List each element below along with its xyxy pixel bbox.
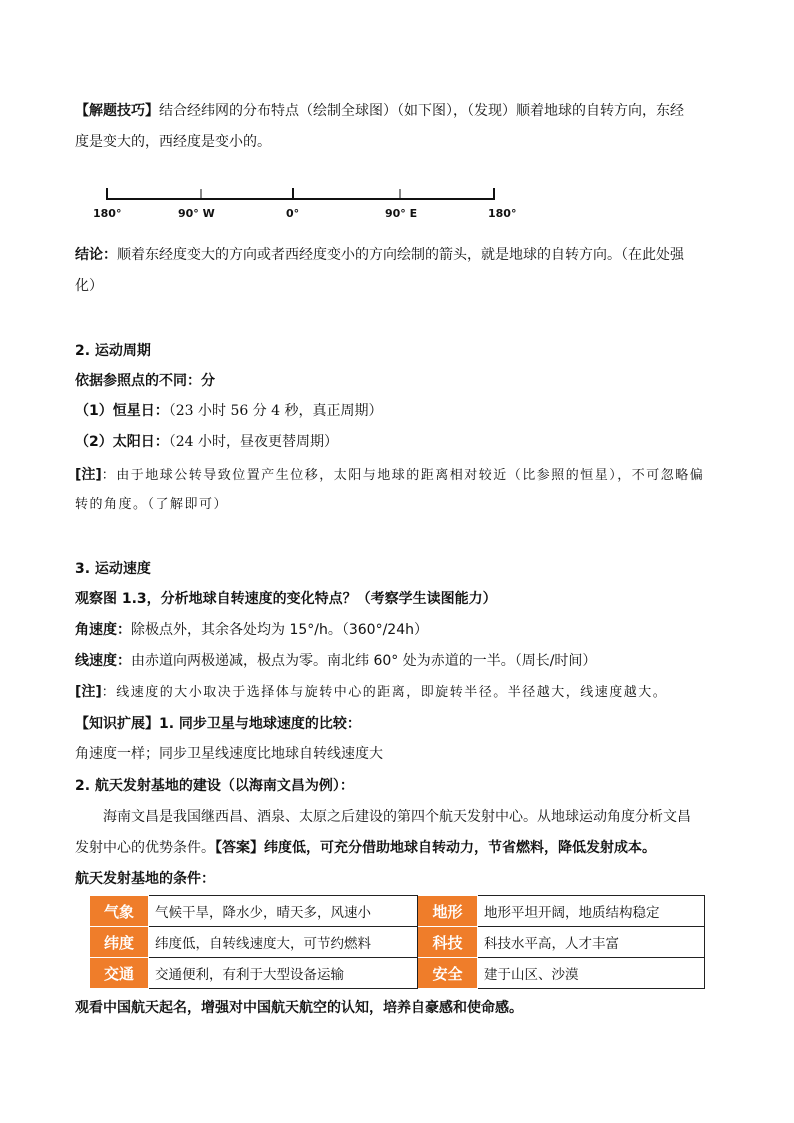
speed-note-tag: [注] — [75, 684, 102, 700]
launch-conditions-table — [89, 895, 705, 989]
speed-observe: 观察图 1.3，分析地球自转速度的变化特点？（考察学生读图能力） — [75, 591, 497, 607]
wenchang-para-line-2-text: 发射中心的优势条件。 — [75, 840, 215, 856]
table-value: 交通便利，有利于大型设备运输 — [149, 958, 418, 989]
linear-text: 由赤道向两极递减，极点为零。南北纬 60° 处为赤道的一半。（周长/时间） — [131, 653, 597, 669]
period-note-line-2: 转的角度。（了解即可） — [75, 497, 229, 512]
tips-line-1 — [75, 101, 684, 121]
sidereal-day — [75, 401, 383, 421]
table-value: 纬度低，自转线速度大，可节约燃料 — [149, 927, 418, 958]
period-note-line-1 — [75, 465, 704, 486]
sidereal-label: （1）恒星日： — [75, 403, 169, 419]
table-key-terrain: 地形 — [418, 896, 478, 927]
conditions-title: 航天发射基地的条件： — [75, 871, 215, 887]
conclusion-tag: 结论： — [75, 247, 117, 263]
angular-label: 角速度： — [75, 622, 131, 638]
speed-note-text: ：线速度的大小取决于选择体与旋转中心的距离，即旋转半径。半径越大，线速度越大。 — [101, 685, 668, 700]
extension-tag: 【知识扩展】 — [75, 716, 159, 732]
answer-tag: 【答案】 — [215, 840, 264, 856]
linear-label: 线速度： — [75, 653, 131, 669]
table-key-safety: 安全 — [418, 958, 478, 989]
conclusion-text-1: 顺着东经度变大的方向或者西经度变小的方向绘制的箭头，就是地球的自转方向。（在此处强 — [117, 247, 684, 263]
table-row — [90, 927, 705, 958]
table-value: 科技水平高，人才丰富 — [478, 927, 705, 958]
tips-text-1: 结合经纬网的分布特点（绘制全球图）（如下图），（发现）顺着地球的自转方向，东经 — [159, 103, 684, 119]
axis-label-90e: 90° E — [385, 207, 418, 220]
axis-label-180w: 180° — [93, 207, 122, 220]
sidereal-text: （23 小时 56 分 4 秒，真正周期） — [168, 403, 383, 419]
linear-speed — [75, 651, 596, 671]
period-note-text-1: ：由于地球公转导致位置产生位移，太阳与地球的距离相对较近（比参照的恒星），不可忽略偏 — [101, 468, 705, 483]
table-value: 地形平坦开阔，地质结构稳定 — [478, 896, 705, 927]
extension-title-1 — [75, 714, 361, 734]
table-value: 气候干旱，降水少，晴天多，风速小 — [149, 896, 418, 927]
tips-line-2: 度是变大的，西经度是变小的。 — [75, 134, 271, 150]
tips-tag: 【解题技巧】 — [75, 103, 159, 119]
axis-label-180e: 180° — [488, 207, 517, 220]
solar-label: （2）太阳日： — [75, 434, 169, 450]
solar-text: （24 小时，昼夜更替周期） — [168, 434, 339, 450]
extension-title-2: 2. 航天发射基地的建设（以海南文昌为例）： — [75, 778, 354, 794]
angular-text: 除极点外，其余各处均为 15°/h。（360°/24h） — [131, 622, 428, 638]
axis-label-90w: 90° W — [178, 207, 215, 220]
table-key-latitude: 纬度 — [90, 927, 149, 958]
speed-heading: 3. 运动速度 — [75, 561, 151, 577]
angular-speed — [75, 620, 428, 640]
answer-text: 纬度低，可充分借助地球自转动力，节省燃料，降低发射成本。 — [264, 840, 656, 856]
conclusion-line-1 — [75, 245, 684, 265]
solar-day — [75, 432, 338, 452]
period-basis: 依据参照点的不同：分 — [75, 373, 215, 389]
table-row — [90, 896, 705, 927]
period-heading: 2. 运动周期 — [75, 343, 151, 359]
extension-text-1: 角速度一样；同步卫星线速度比地球自转线速度大 — [75, 746, 383, 762]
table-row — [90, 958, 705, 989]
wenchang-para-line-1: 海南文昌是我国继西昌、酒泉、太原之后建设的第四个航天发射中心。从地球运动角度分析文昌 — [103, 809, 691, 825]
table-key-transport: 交通 — [90, 958, 149, 989]
conclusion-line-2: 化） — [75, 278, 103, 294]
speed-note — [75, 682, 667, 703]
wenchang-para-line-2 — [75, 838, 656, 858]
period-note-tag: [注] — [75, 467, 102, 483]
table-value: 建于山区、沙漠 — [478, 958, 705, 989]
table-key-technology: 科技 — [418, 927, 478, 958]
table-key-weather: 气象 — [90, 896, 149, 927]
extension-title-1-text: 1. 同步卫星与地球速度的比较： — [159, 716, 361, 732]
axis-label-0: 0° — [286, 207, 300, 220]
footer-text: 观看中国航天起名，增强对中国航天航空的认知，培养自豪感和使命感。 — [75, 1000, 523, 1016]
